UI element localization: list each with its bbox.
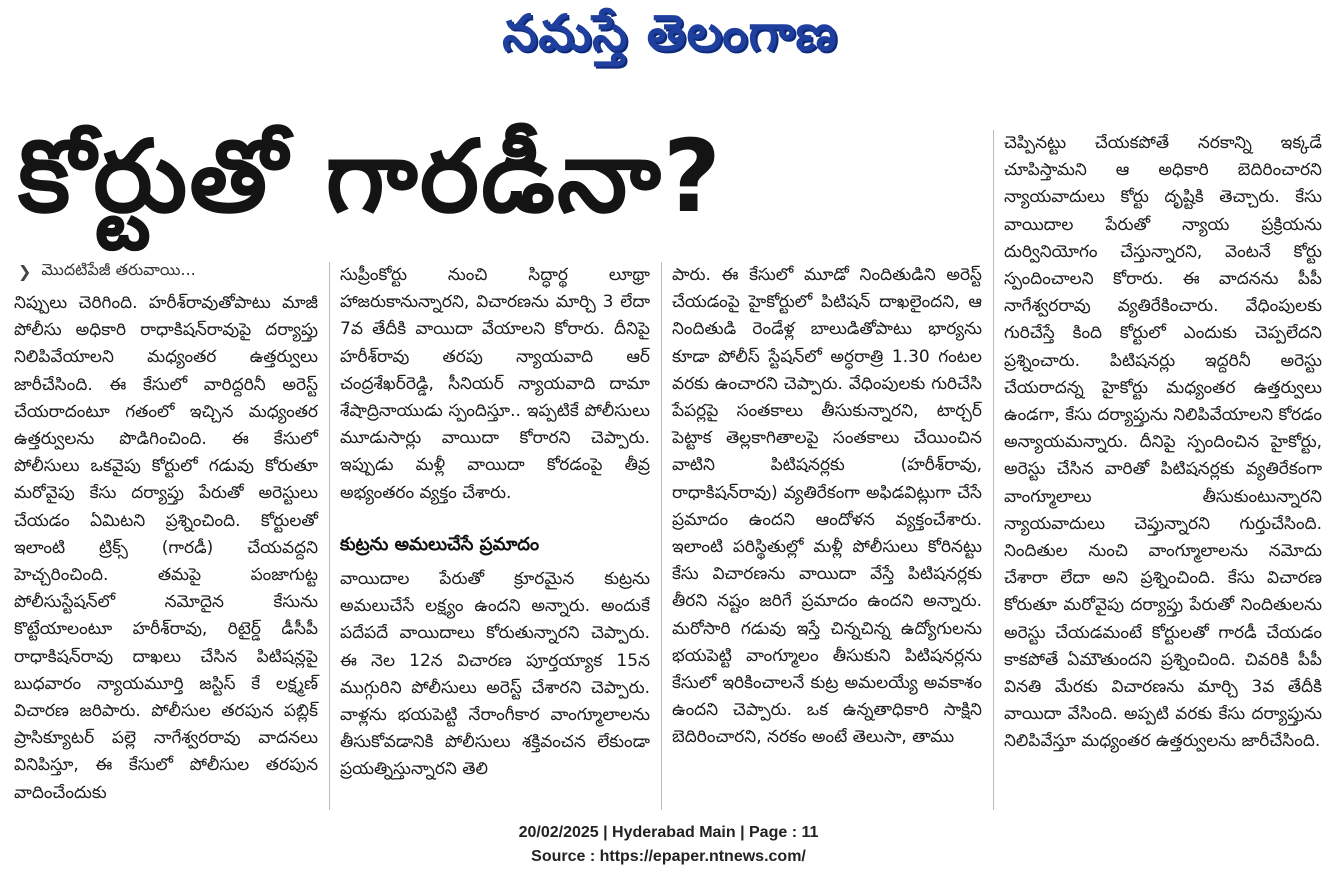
article-column-2-continued: వాయిదాల పేరుతో క్రూరమైన కుట్రను అమలుచేసే లక్ష్యం ఉందని అన్నారు. అందుకే పదేపదే వాయిదాలు కోరుతున్నారని చెప్పారు. ఈ నెల 12న విచారణ పూర్తయ్యాక 15న ముగ్గురిని పోలీసులు అరెస్ట్‌ చేశారని చెప్పారు. వాళ్లను భయపెట్టి నేరాంగీకార వాంగ్మూలాలను తీసుకోవడానికి పోలీసులు శక్తివంచన లేకుండా ప్రయత్నిస్తున్నారని తెలి: [340, 569, 656, 780]
article-column-1: నిప్పులు చెరిగింది. హరీశ్‌రావుతోపాటు మాజీ పోలీసు అధికారి రాధాకిషన్‌రావుపై దర్యాప్తు నిలిపివేయాలని మధ్యంతర ఉత్తర్వులు జారీచేసింది. ఈ కేసులో వారిద్దరినీ అరెస్ట్‌ చేయరాదంటూ గతంలో ఇచ్చిన మధ్యంతర ఉత్తర్వులను పొడిగించింది. ఈ కేసులో పోలీసులు ఒకవైపు కోర్టులో గడువు కోరుతూ మరోవైపు కేసు దర్యాప్తు పేరుతో అరెస్టులు చేయడం ఏమిటని ప్రశ్నించింది. కోర్టులతో ఇలాంటి ట్రిక్స్‌ (గారడీ) చేయవద్దని హెచ్చరించింది. తమపై పంజాగుట్ట పోలీసుస్టేషన్‌లో నమోదైన కేసును కొట్టేయాలంటూ హరీశ్‌రావు, రిటైర్డ్‌ డీసీపీ రాధాకిషన్‌రావు దాఖలు చేసిన పిటిషన్లపై బుధవారం న్యాయమూర్తి జస్టిస్‌ కే లక్ష్మణ్‌ విచారణ జరిపారు. పోలీసుల తరపున పబ్లిక్‌ ప్రాసిక్యూటర్‌ పల్లె నాగేశ్వరరావు వాదనలు వినిపిస్తూ, ఈ కేసులో పోలీసుల తరపున వాదించేందుకు: [14, 293, 319, 803]
article-column-2: సుప్రీంకోర్టు నుంచి సిద్ధార్థ లూథ్రా హాజరుకానున్నారని, విచారణను మార్చి 3 లేదా 7వ తేదీకి వాయిదా వేయాలని కోరారు. దీనిపై హరీశ్‌రావు తరపు న్యాయవాది ఆర్‌ చంద్రశేఖర్‌రెడ్డి, సీనియర్‌ న్యాయవాది దామా శేషాద్రినాయుడు స్పందిస్తూ.. ఇప్పటికే పోలీసులు మూడుసార్లు వాయిదా కోరారని చెప్పారు. ఇప్పుడు మళ్లీ వాయిదా కోరడంపై తీవ్ర అభ్యంతరం వ్యక్తం చేశారు.: [340, 265, 650, 503]
footer-edition-info: 20/02/2025 | Hyderabad Main | Page : 11: [518, 824, 819, 841]
article-column-4: చెప్పినట్టు చేయకపోతే నరకాన్ని ఇక్కడే చూపిస్తామని ఆ అధికారి బెదిరించారని న్యాయవాదులు కోర్టు దృష్టికి తెచ్చారు. కేసు వాయిదాల పేరుతో న్యాయ ప్రక్రియను దుర్వినియోగం చేస్తున్నారని, వెంటనే కోర్టు స్పందించాలని కోరారు. ఈ వాదనను పీపీ నాగేశ్వరరావు వ్యతిరేకించారు. వేధింపులకు గురిచేస్తే కింది కోర్టులో ఎందుకు చెప్పలేదని ప్రశ్నించారు. పిటిషనర్లు ఇద్దరినీ అరెస్టు చేయరాదన్న హైకోర్టు మధ్యంతర ఉత్తర్వులు ఉండగా, కేసు దర్యాప్తును నిలిపివేయాలని కోరడం అన్యాయమన్నారు. దీనిపై స్పందించిన హైకోర్టు, అరెస్టు చేసిన వారితో పిటిషనర్లకు వ్యతిరేకంగా వాంగ్మూలాలు తీసుకుంటున్నారని న్యాయవాదులు చెప్తున్నారని గుర్తుచేసింది. నిందితుల నుంచి వాంగ్మూలాలను నమోదు చేశారా లేదా అని ప్రశ్నించింది. కేసు విచారణ కోరుతూ మరోవైపు దర్యాప్తు పేరుతో నిందితులను అరెస్టు చేయడమంటే కోర్టులతో గారడీ చేయడం కాకపోతే ఏమౌతుందని ప్రశ్నించింది. చివరికి పీపీ వినతి మేరకు విచారణను మార్చి 3వ తేదీకి వాయిదా వేసింది. అప్పటి వరకు కేసు దర్యాప్తును నిలిపివేస్తూ మధ్యంతర ఉత్తర్వులను జారీచేసింది.: [1004, 133, 1328, 752]
article-column-3: పారు. ఈ కేసులో మూడో నిందితుడిని అరెస్ట్‌ చేయడంపై హైకోర్టులో పిటిషన్‌ దాఖలైందని, ఆ నిందితుడి రెండేళ్ల బాలుడితోపాటు భార్యను కూడా పోలీస్‌ స్టేషన్‌లో అర్ధరాత్రి 1.30 గంటల వరకు ఉంచారని చెప్పారు. వేధింపులకు గురిచేసి పేపర్లపై సంతకాలు తీసుకున్నారని, టార్చర్‌ పెట్టాక తెల్లకాగితాలపై సంతకాలు చేయించిన వాటిని పిటిషనర్లకు (హరీశ్‌రావు, రాధాకిషన్‌రావు) వ్యతిరేకంగా అఫిడవిట్లుగా చేసే ప్రమాదం ఉందని ఆందోళన వ్యక్తంచేశారు. ఇలాంటి పరిస్థితుల్లో మళ్లీ పోలీసులు కోరినట్టు కేసు విచారణను వాయిదా వేస్తే పిటిషనర్లకు తీరని నష్టం జరిగే ప్రమాదం ఉందని అన్నారు. మరోసారి గడువు ఇస్తే చిన్నచిన్న ఉద్యోగులను భయపెట్టి వాంగ్మూలం తీసుకుని పిటిషనర్లను కేసులో ఇరికించాలనే కుట్ర అమలయ్యే అవకాశం ఉందని చెప్పారు. ఒక ఉన్నతాధికారి సాక్షిని బెదిరించారని, నరకం అంటే తెలుసా, తాము: [672, 265, 983, 748]
masthead-logo: నమస్తే తెలంగాణ: [502, 3, 838, 62]
kicker-label: మొదటిపేజీ తరువాయి...: [41, 259, 196, 279]
headline: కోర్టుతో గారడీనా?: [18, 118, 723, 235]
chevron-right-icon: ❯: [18, 261, 32, 281]
column-divider: [993, 130, 994, 810]
footer-source-link[interactable]: Source : https://epaper.ntnews.com/: [531, 848, 806, 865]
subheading: కుట్రను అమలుచేసే ప్రమాదం: [340, 534, 540, 555]
column-divider: [329, 262, 330, 810]
column-divider: [661, 262, 662, 810]
kicker: [18, 258, 318, 284]
